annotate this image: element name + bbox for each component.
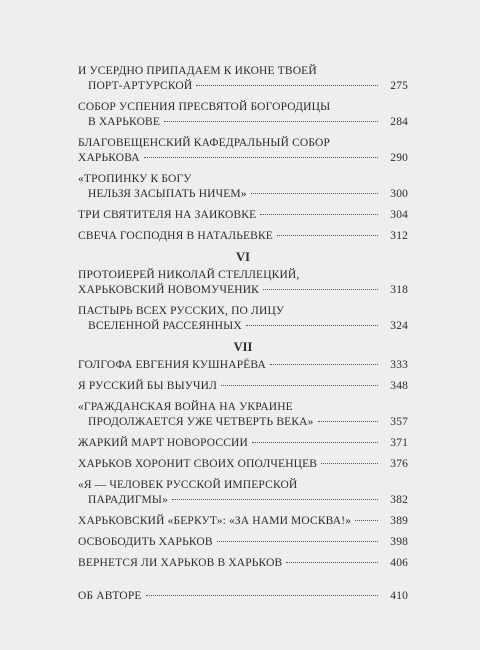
toc-entry-line [78, 436, 408, 451]
toc-entry-title: ПРОДОЛЖАЕТСЯ УЖЕ ЧЕТВЕРТЬ ВЕКА» [88, 416, 314, 428]
dot-leader [286, 562, 378, 563]
page-number: 348 [390, 380, 408, 392]
page-number: 300 [390, 188, 408, 200]
toc-entry [78, 400, 408, 430]
toc-entry-line [78, 229, 408, 244]
toc-entry-title-line1: БЛАГОВЕЩЕНСКИЙ КАФЕДРАЛЬНЫЙ СОБОР [78, 137, 331, 149]
toc-entry-title: ВЕРНЕТСЯ ЛИ ХАРЬКОВ В ХАРЬКОВ [78, 557, 283, 569]
toc-entry-title: ПАРАДИГМЫ» [88, 494, 168, 506]
dot-leader [260, 214, 378, 215]
toc-entry [78, 100, 408, 130]
toc-entry [78, 208, 408, 223]
toc-entry-title-line1: СОБОР УСПЕНИЯ ПРЕСВЯТОЙ БОГОРОДИЦЫ [78, 101, 331, 113]
toc-entry [78, 304, 408, 334]
toc-entry-title: ОБ АВТОРЕ [78, 590, 142, 602]
toc-entry-title: ВСЕЛЕННОЙ РАССЕЯННЫХ [88, 320, 242, 332]
toc-entry-line [78, 379, 408, 394]
dot-leader [270, 364, 378, 365]
toc-entry-line [78, 514, 408, 529]
toc-entry [78, 64, 408, 94]
page-number: 410 [390, 590, 408, 602]
dot-leader [263, 289, 378, 290]
dot-leader [146, 595, 378, 596]
page-number: 284 [390, 116, 408, 128]
toc-entry-title: ХАРЬКОВА [78, 152, 140, 164]
toc-entry-line [78, 493, 408, 508]
section-heading-vii: VII [233, 340, 253, 354]
toc-entry [78, 514, 408, 529]
page-number: 290 [390, 152, 408, 164]
toc-entry-title: ХАРЬКОВ ХОРОНИТ СВОИХ ОПОЛЧЕНЦЕВ [78, 458, 318, 470]
toc-entry [78, 556, 408, 571]
toc-entry-line [78, 457, 408, 472]
toc-entry [78, 136, 408, 166]
dot-leader [252, 442, 378, 443]
toc-entry-title-line1: ПРОТОИЕРЕЙ НИКОЛАЙ СТЕЛЛЕЦКИЙ, [78, 269, 300, 281]
toc-entry [78, 535, 408, 550]
toc-entry [78, 436, 408, 451]
toc-entry-title: Я РУССКИЙ БЫ ВЫУЧИЛ [78, 380, 218, 392]
page-number: 398 [390, 536, 408, 548]
page-number: 371 [390, 437, 408, 449]
toc-entry [78, 379, 408, 394]
dot-leader [246, 325, 378, 326]
toc-entry-title: ОСВОБОДИТЬ ХАРЬКОВ [78, 536, 213, 548]
page-number: 324 [390, 320, 408, 332]
toc-entry [78, 358, 408, 373]
toc-entry-line [78, 187, 408, 202]
dot-leader [221, 385, 378, 386]
toc-entry-line [78, 556, 408, 571]
toc-entry-title: ХАРЬКОВСКИЙ «БЕРКУТ»: «ЗА НАМИ МОСКВА!» [78, 515, 352, 527]
dot-leader [164, 121, 378, 122]
section-heading-vi: VI [236, 250, 250, 264]
toc-entry [78, 478, 408, 508]
page-number: 376 [390, 458, 408, 470]
page-number: 406 [390, 557, 408, 569]
toc-entry-line [78, 115, 408, 130]
page-number: 304 [390, 209, 408, 221]
toc-entry-title: НЕЛЬЗЯ ЗАСЫПАТЬ НИЧЕМ» [88, 188, 247, 200]
toc-entry [78, 457, 408, 472]
dot-leader [144, 157, 378, 158]
toc-entry-title: ПОРТ-АРТУРСКОЙ [88, 80, 193, 92]
page-number: 275 [390, 80, 408, 92]
page-number: 382 [390, 494, 408, 506]
toc-entry-line [78, 415, 408, 430]
page-number: 333 [390, 359, 408, 371]
toc-entry-title-line1: «ТРОПИНКУ К БОГУ [78, 173, 192, 185]
toc-entry-title: ХАРЬКОВСКИЙ НОВОМУЧЕНИК [78, 284, 259, 296]
dot-leader [172, 499, 378, 500]
toc-entry-title: В ХАРЬКОВЕ [88, 116, 161, 128]
toc-entry-title-line1: И УСЕРДНО ПРИПАДАЕМ К ИКОНЕ ТВОЕЙ [78, 65, 317, 77]
dot-leader [318, 421, 379, 422]
page-number: 389 [390, 515, 408, 527]
toc-entry-line [78, 358, 408, 373]
toc-entry [78, 268, 408, 298]
toc-entry-title-line1: «ГРАЖДАНСКАЯ ВОЙНА НА УКРАИНЕ [78, 401, 293, 413]
toc-entry [78, 229, 408, 244]
dot-leader [355, 520, 378, 521]
dot-leader [251, 193, 378, 194]
toc-entry-line [78, 283, 408, 298]
toc-entry-title-line1: «Я — ЧЕЛОВЕК РУССКОЙ ИМПЕРСКОЙ [78, 479, 298, 491]
toc-entry-line [78, 589, 408, 604]
toc-entry-title-line1: ПАСТЫРЬ ВСЕХ РУССКИХ, ПО ЛИЦУ [78, 305, 285, 317]
dot-leader [277, 235, 378, 236]
page-number: 357 [390, 416, 408, 428]
dot-leader [321, 463, 378, 464]
table-of-contents [78, 64, 408, 604]
toc-entry-line [78, 151, 408, 166]
page-number: 312 [390, 230, 408, 242]
toc-entry-title: ТРИ СВЯТИТЕЛЯ НА ЗАИКОВКЕ [78, 209, 257, 221]
toc-entry-title: ЖАРКИЙ МАРТ НОВОРОССИИ [78, 437, 248, 449]
toc-entry-line [78, 208, 408, 223]
toc-entry-title: СВЕЧА ГОСПОДНЯ В НАТАЛЬЕВКЕ [78, 230, 273, 242]
dot-leader [196, 85, 378, 86]
toc-entry [78, 172, 408, 202]
page-number: 318 [390, 284, 408, 296]
toc-entry-line [78, 79, 408, 94]
toc-entry-line [78, 319, 408, 334]
toc-entry [78, 589, 408, 604]
toc-entry-line [78, 535, 408, 550]
toc-entry-title: ГОЛГОФА ЕВГЕНИЯ КУШНАРЁВА [78, 359, 266, 371]
dot-leader [217, 541, 378, 542]
